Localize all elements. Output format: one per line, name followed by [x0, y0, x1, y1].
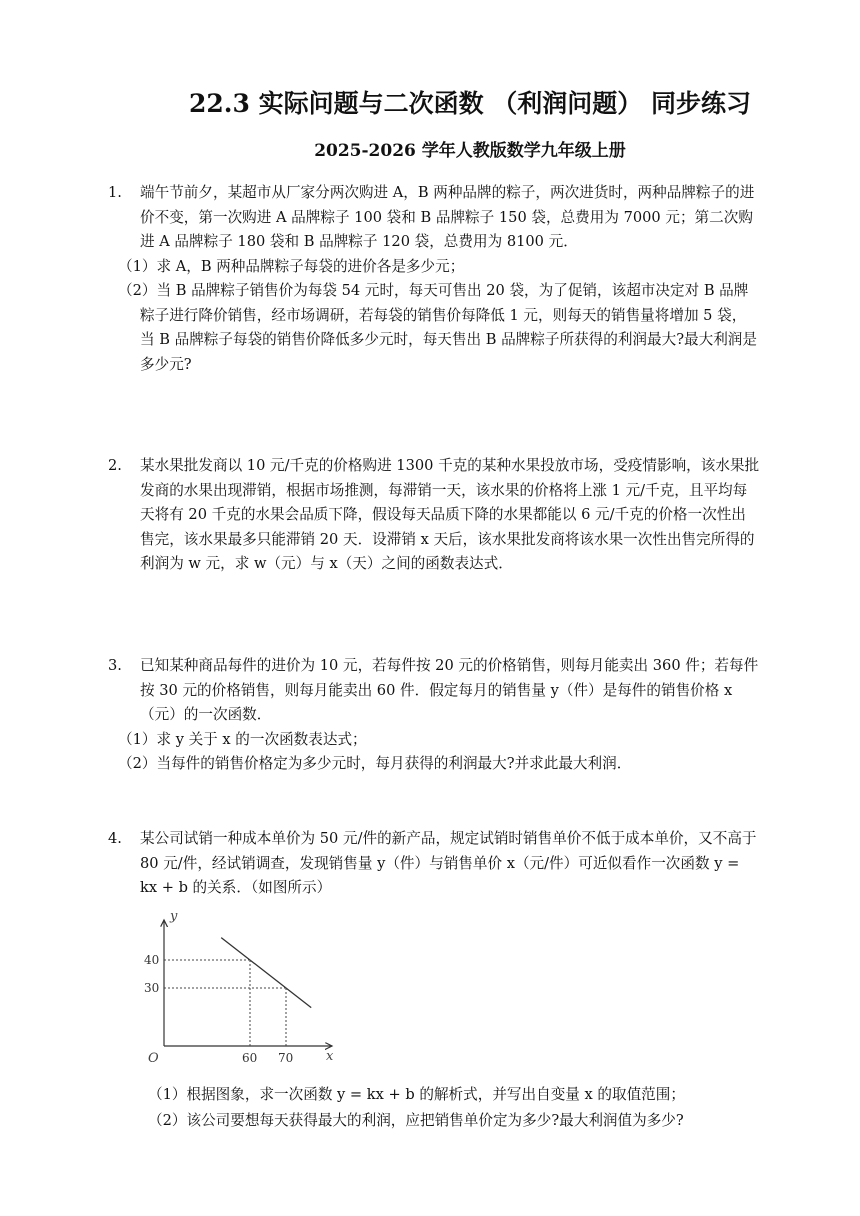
page-title: 22.3 实际问题与二次函数 （利润问题） 同步练习 [188, 89, 751, 118]
question-part: （2）当 B 品牌粽子销售价为每袋 54 元时，每天可售出 20 袋，为了促销，该超市决定对 B 品牌粽子进行降价销售，经市场调研，若每袋的销售价每降低 1 元，则每天的销售量将增加 5 袋，当 B 品牌粽子每袋的销售价降低多少元时，每天售出 B 品牌粽子所获得的利润最大?最大利润是多少元? [118, 282, 757, 373]
question-3 [108, 654, 760, 777]
question-2 [108, 454, 760, 577]
question-number: 4. [108, 830, 122, 847]
page-subtitle: 2025-2026 学年人教版数学九年级上册 [314, 141, 626, 161]
question-stem: 某水果批发商以 10 元/千克的价格购进 1300 千克的某种水果投放市场，受疫情影响，该水果批发商的水果出现滞销，根据市场推测，每滞销一天，该水果的价格将上涨 1 元/千克，且平均每天将有 20 千克的水果会品质下降，假设每天品质下降的水果都能以 6 元/千克的价格一次性出售完，该水果最多只能滞销 20 天．设滞销 x 天后，该水果批发商将该水果一次性出售完所得的利润为 w 元，求 w（元）与 x（天）之间的函数表达式． [140, 457, 760, 572]
question-number: 1. [108, 184, 122, 201]
function-line [221, 938, 311, 1008]
question-4-part-1: （1）根据图象，求一次函数 y = kx + b 的解析式，并写出自变量 x 的取值范围； [148, 1086, 685, 1103]
question-part: （2）当每件的销售价格定为多少元时，每月获得的利润最大?并求此最大利润． [118, 755, 632, 772]
x-axis-label: x [326, 1049, 334, 1064]
x-tick-label: 60 [242, 1051, 258, 1065]
question-stem: 某公司试销一种成本单价为 50 元/件的新产品，规定试销时销售单价不低于成本单价，又不高于 80 元/件，经试销调查，发现销售量 y（件）与销售单价 x（元/件）可近似看作一次函数 y = kx + b 的关系．（如图所示） [140, 830, 757, 896]
question-4-part-2: （2）该公司要想每天获得最大的利润，应把销售单价定为多少?最大利润值为多少? [148, 1112, 684, 1129]
question-number: 2. [108, 457, 122, 474]
linear-function-graph [140, 908, 350, 1068]
origin-label: O [148, 1051, 159, 1066]
question-1 [108, 181, 760, 377]
question-part: （1）求 A，B 两种品牌粽子每袋的进价各是多少元； [118, 257, 465, 275]
question-stem: 端午节前夕，某超市从厂家分两次购进 A，B 两种品牌的粽子，两次进货时，两种品牌粽子的进价不变，第一次购进 A 品牌粽子 100 袋和 B 品牌粽子 150 袋，总费用为 7000 元；第二次购进 A 品牌粽子 180 袋和 B 品牌粽子 120 袋，总费用为 8100 元． [140, 184, 755, 250]
question-part: （1）求 y 关于 x 的一次函数表达式； [118, 730, 367, 748]
y-tick-label: 40 [144, 953, 160, 967]
question-4 [108, 827, 760, 901]
y-axis-label: y [170, 909, 178, 924]
y-tick-label: 30 [144, 981, 160, 995]
question-stem: 已知某种商品每件的进价为 10 元，若每件按 20 元的价格销售，则每月能卖出 360 件；若每件按 30 元的价格销售，则每月能卖出 60 件．假定每月的销售量 y（件）是每件的销售价格 x（元）的一次函数． [140, 657, 759, 723]
question-number: 3. [108, 657, 122, 674]
x-tick-label: 70 [278, 1051, 294, 1065]
